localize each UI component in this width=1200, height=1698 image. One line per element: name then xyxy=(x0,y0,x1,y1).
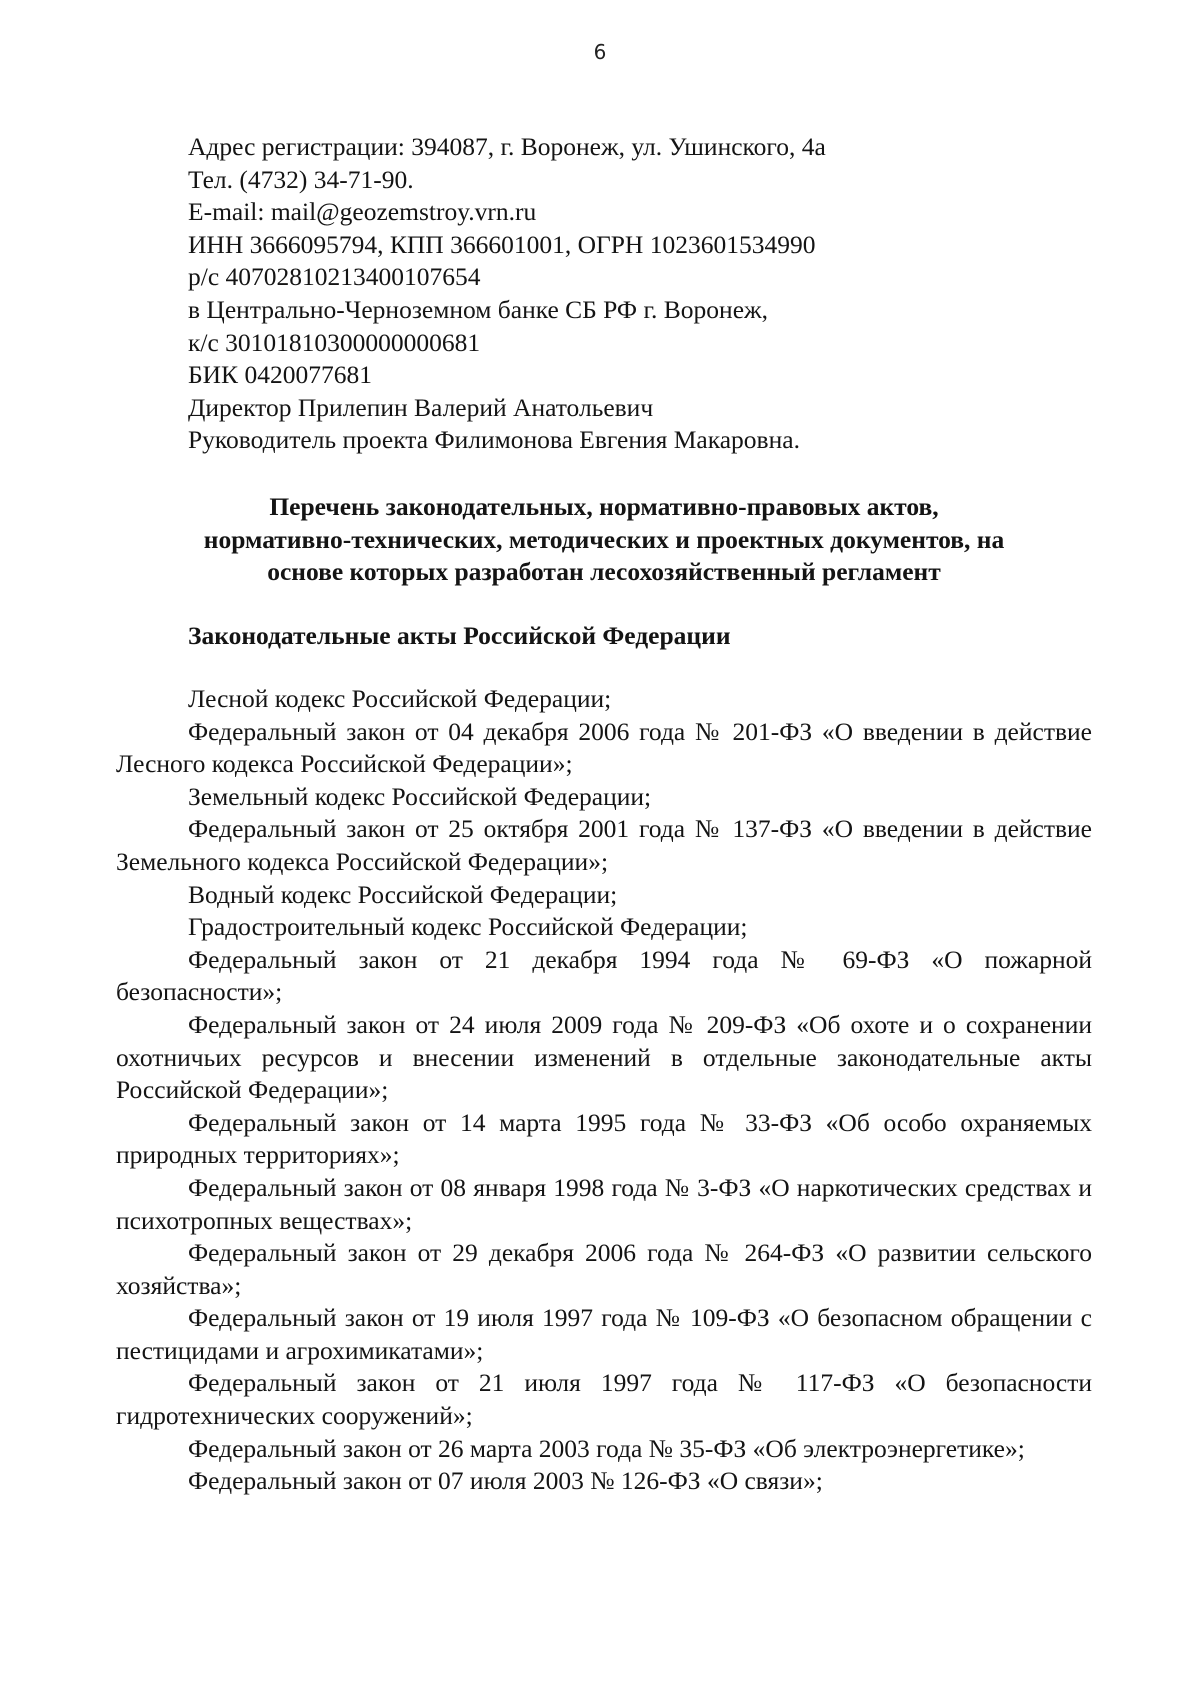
page-number: 6 xyxy=(593,40,607,64)
act-item: Федеральный закон от 07 июля 2003 № 126-ФЗ «О связи»; xyxy=(188,1466,823,1496)
section-title: Законодательные акты Российской Федерации xyxy=(188,621,731,650)
act-item: Федеральный закон от 21 июля 1997 года № 117-ФЗ «О безопасности гидротехнических сооружений»; xyxy=(116,1368,1092,1431)
requisite-settlement-account: р/с 40702810213400107654 xyxy=(188,262,481,292)
list-title xyxy=(116,491,1092,589)
act-item: Федеральный закон от 14 марта 1995 года № 33-ФЗ «Об особо охраняемых природных территориях»; xyxy=(116,1107,1092,1170)
act-item: Лесной кодекс Российской Федерации; xyxy=(188,684,612,713)
act-item: Водный кодекс Российской Федерации; xyxy=(188,879,618,909)
list-title-line: Перечень законодательных, нормативно-правовых актов, xyxy=(269,492,939,521)
requisite-phone: Тел. (4732) 34-71-90. xyxy=(188,164,414,194)
act-item: Федеральный закон от 26 марта 2003 года № 35-ФЗ «Об электроэнергетике»; xyxy=(188,1433,1025,1463)
requisite-correspondent-account: к/с 30101810300000000681 xyxy=(188,327,481,357)
requisite-email: E-mail: mail@geozemstroy.vrn.ru xyxy=(188,197,537,227)
act-item: Федеральный закон от 19 июля 1997 года № 109-ФЗ «О безопасном обращении с пестицидами и агрохимикатами»; xyxy=(116,1303,1092,1365)
requisite-bik: БИК 0420077681 xyxy=(188,360,372,390)
organization-requisites xyxy=(188,131,1088,457)
act-item: Федеральный закон от 21 декабря 1994 года № 69-ФЗ «О пожарной безопасности»; xyxy=(116,944,1092,1007)
requisite-director: Директор Прилепин Валерий Анатольевич xyxy=(188,392,654,422)
act-item: Земельный кодекс Российской Федерации; xyxy=(188,781,652,811)
requisite-project-manager: Руководитель проекта Филимонова Евгения Макаровна. xyxy=(188,425,800,455)
requisite-address: Адрес регистрации: 394087, г. Воронеж, ул. Ушинского, 4а xyxy=(188,132,826,161)
list-title-line: основе которых разработан лесохозяйственный регламент xyxy=(267,557,941,587)
list-title-line: нормативно-технических, методических и проектных документов, на xyxy=(203,524,1005,554)
act-item: Федеральный закон от 24 июля 2009 года № 209-ФЗ «Об охоте и о сохранении охотничьих ресурсов и внесении изменений в отдельные законодательные акты Российской Федерации»; xyxy=(116,1009,1092,1105)
act-item: Федеральный закон от 04 декабря 2006 года № 201-ФЗ «О введении в действие Лесного кодекса Российской Федерации»; xyxy=(116,716,1092,779)
requisite-inn-kpp-ogrn: ИНН 3666095794, КПП 366601001, ОГРН 1023601534990 xyxy=(188,229,816,259)
act-item: Федеральный закон от 25 октября 2001 года № 137-ФЗ «О введении в действие Земельного кодекса Российской Федерации»; xyxy=(116,814,1092,876)
legislative-acts-list xyxy=(116,683,1092,1498)
act-item: Федеральный закон от 08 января 1998 года № 3-ФЗ «О наркотических средствах и психотропных веществах»; xyxy=(116,1172,1092,1235)
act-item: Федеральный закон от 29 декабря 2006 года № 264-ФЗ «О развитии сельского хозяйства»; xyxy=(116,1238,1092,1300)
requisite-bank: в Центрально-Черноземном банке СБ РФ г. Воронеж, xyxy=(188,294,769,324)
act-item: Градостроительный кодекс Российской Федерации; xyxy=(188,912,748,942)
